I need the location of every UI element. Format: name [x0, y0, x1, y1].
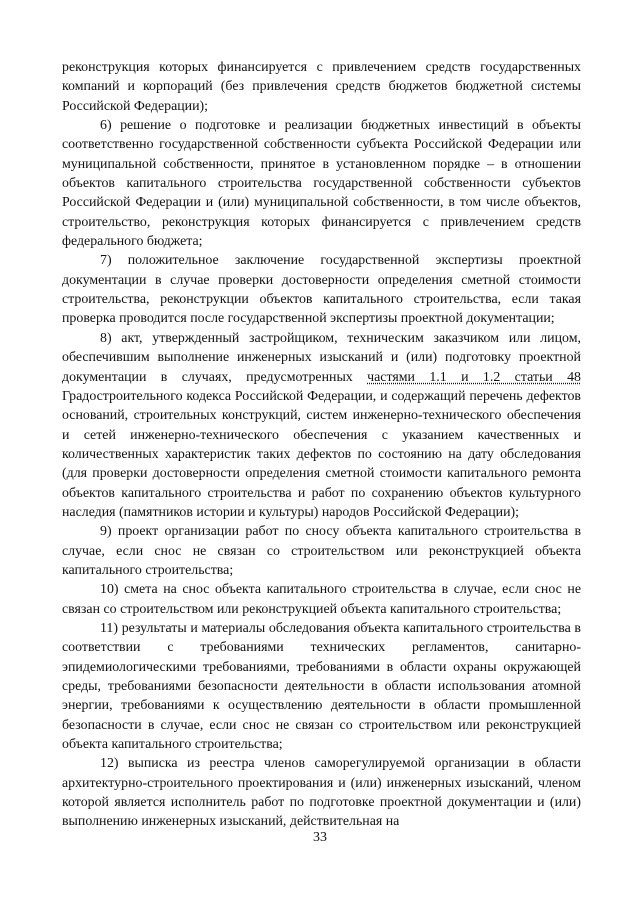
paragraph-item-6: 6) решение о подготовке и реализации бюджетных инвестиций в объекты соответственно государственной собственности субъекта Российской Федерации или муниципальной собственности, принятое в установленном порядке – в отношении объектов капитального строительства государственной собственности субъектов Российской Федерации и (или) муниципальной собственности, в том числе объектов, строительство, реконструкция которых финансируется с привлечением средств федерального бюджета;: [62, 118, 581, 250]
paragraph-item-11: 11) результаты и материалы обследования объекта капитального строительства в соответствии с требованиями технических регламентов, санитарно-эпидемиологическими требованиями, требованиями в области охраны окружающей среды, требованиями безопасности деятельности в области использования атомной энергии, требованиями к осуществлению деятельности в области промышленной безопасности в случае, если снос не связан со строительством или реконструкцией объекта капитального строительства;: [62, 620, 581, 753]
page-number: 33: [313, 830, 327, 845]
paragraph-item-7: 7) положительное заключение государственной экспертизы проектной документации в случае проверки достоверности определения сметной стоимости строительства, реконструкции объектов капитального строительства, если такая проверка проводится после государственной экспертизы проектной документации;: [62, 253, 581, 327]
paragraph-item-8-text-before: 8) акт, утвержденный застройщиком, техническим заказчиком или лицом, обеспечившим выполнение инженерных изысканий и (или) подготовку проектной документации в случаях, предусмотренных: [62, 330, 581, 385]
paragraph-item-10: 10) смета на снос объекта капитального строительства в случае, если снос не связан со строительством или реконструкцией объекта капитального строительства;: [62, 582, 581, 617]
link-article-48-parts[interactable]: частями 1.1 и 1.2 статьи 48: [367, 369, 582, 385]
paragraph-item-9: 9) проект организации работ по сносу объекта капитального строительства в случае, если снос не связан со строительством или реконструкцией объекта капитального строительства;: [62, 524, 581, 578]
paragraph-item-8: [62, 329, 581, 522]
document-body: [62, 58, 581, 832]
paragraph-continuation: реконструкция которых финансируется с привлечением средств государственных компаний и корпораций (без привлечения средств бюджетов бюджетной системы Российской Федерации);: [62, 60, 581, 114]
paragraph-item-8-text-after: Градостроительного кодекса Российской Федерации, и содержащий перечень дефектов оснований, строительных конструкций, систем инженерно-технического обеспечения и сетей инженерно-технического обеспечения с указанием качественных и количественных характеристик таких дефектов по состоянию на дату обследования (для проверки достоверности определения сметной стоимости капитального ремонта объектов капитального строительства и работ по сохранению объектов культурного наследия (памятников истории и культуры) народов Российской Федерации);: [62, 388, 581, 520]
paragraph-item-12: 12) выписка из реестра членов саморегулируемой организации в области архитектурно-строительного проектирования и (или) инженерных изысканий, членом которой является исполнитель работ по подготовке проектной документации и (или) выполнению инженерных изысканий, действительная на: [62, 756, 581, 830]
